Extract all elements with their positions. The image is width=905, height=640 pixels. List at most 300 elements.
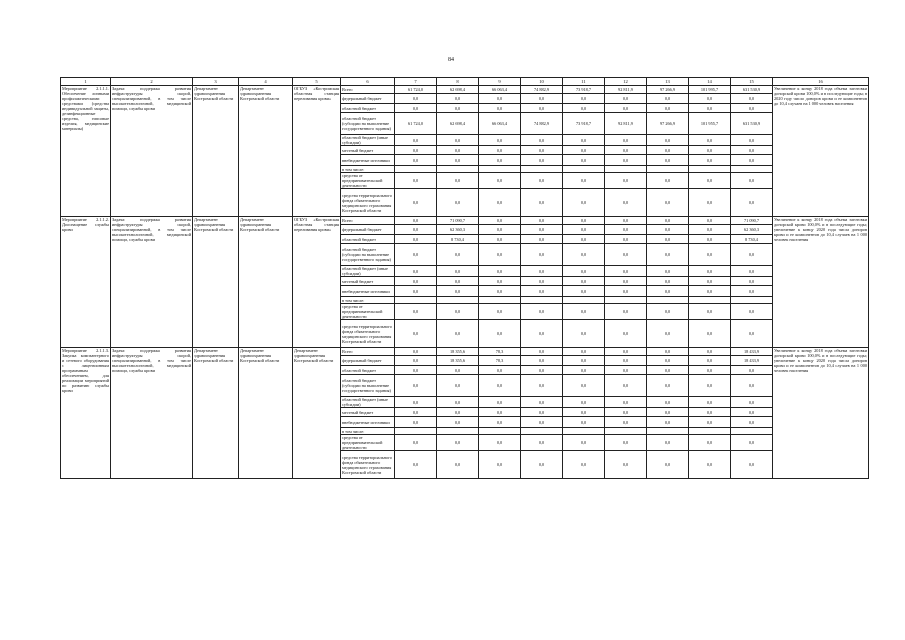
value-cell: 0,0 — [563, 266, 605, 277]
task-cell: Задача: поддержка развития инфраструктуры скорой, специализированной, в том числе высокотехнологичной, медицинской помощи, службы крови — [111, 86, 193, 217]
value-cell: 97 266,9 — [647, 86, 689, 94]
value-cell: 0,0 — [437, 266, 479, 277]
value-cell: 631 530,9 — [731, 113, 773, 135]
value-cell — [689, 166, 731, 173]
value-cell: 0,0 — [647, 286, 689, 297]
value-cell: 0,0 — [521, 266, 563, 277]
value-cell: 0,0 — [395, 155, 437, 166]
value-cell: 0,0 — [395, 397, 437, 408]
value-cell: 0,0 — [521, 104, 563, 113]
value-cell: 0,0 — [521, 348, 563, 356]
value-cell: 18 433,9 — [731, 356, 773, 366]
value-cell: 0,0 — [563, 155, 605, 166]
funding-source-cell: областной бюджет (субсидии на выполнение государственного задания) — [341, 244, 395, 266]
value-cell: 0,0 — [647, 375, 689, 397]
value-cell: 101 995,7 — [689, 86, 731, 94]
value-cell — [521, 428, 563, 435]
value-cell: 0,0 — [479, 225, 521, 235]
funding-source-cell: областной бюджет — [341, 235, 395, 244]
value-cell: 62 698,4 — [437, 86, 479, 94]
value-cell: 0,0 — [395, 451, 437, 479]
executor-cell: Департамент здравоохранения Костромской области — [193, 217, 239, 348]
value-cell: 0,0 — [521, 225, 563, 235]
value-cell: 0,0 — [647, 217, 689, 225]
value-cell: 0,0 — [689, 356, 731, 366]
value-cell: 0,0 — [437, 146, 479, 155]
funding-source-cell: Всего — [341, 348, 395, 356]
result-cell: Увеличение к концу 2018 года объема заготовки донорской крови 100,0% и в последующие годы; увеличение к концу 2020 года числа доноров крови и ее компонентов до 10,4 случаев на 1 000 человек населения — [773, 348, 869, 479]
value-cell: 0,0 — [563, 189, 605, 217]
value-cell: 0,0 — [689, 104, 731, 113]
value-cell: 0,0 — [689, 286, 731, 297]
funding-source-cell: внебюджетные источники — [341, 155, 395, 166]
value-cell: 0,0 — [395, 286, 437, 297]
value-cell: 0,0 — [521, 417, 563, 428]
value-cell: 0,0 — [437, 277, 479, 286]
value-cell — [605, 428, 647, 435]
value-cell: 74 882,9 — [521, 86, 563, 94]
value-cell: 0,0 — [605, 320, 647, 348]
value-cell: 0,0 — [437, 451, 479, 479]
value-cell: 92 811,9 — [605, 113, 647, 135]
header-cell: 6 — [341, 78, 395, 86]
funding-source-cell: в том числе: — [341, 166, 395, 173]
value-cell: 0,0 — [479, 173, 521, 189]
header-cell: 9 — [479, 78, 521, 86]
value-cell: 0,0 — [563, 320, 605, 348]
value-cell: 78,3 — [479, 356, 521, 366]
value-cell: 0,0 — [479, 397, 521, 408]
value-cell: 0,0 — [689, 235, 731, 244]
funding-source-cell: средства территориального фонда обязательного медицинского страхования Костромской области — [341, 451, 395, 479]
value-cell: 0,0 — [395, 356, 437, 366]
value-cell: 0,0 — [647, 135, 689, 146]
value-cell: 0,0 — [731, 266, 773, 277]
funding-source-cell: областной бюджет (иные субсидии) — [341, 266, 395, 277]
value-cell: 0,0 — [647, 244, 689, 266]
value-cell — [731, 428, 773, 435]
recipient-cell: Департамент здравоохранения Костромской области — [293, 348, 341, 479]
value-cell: 0,0 — [689, 135, 731, 146]
value-cell: 0,0 — [647, 417, 689, 428]
value-cell: 0,0 — [689, 94, 731, 104]
funding-source-cell: Всего — [341, 217, 395, 225]
value-cell: 0,0 — [689, 217, 731, 225]
value-cell: 0,0 — [563, 451, 605, 479]
value-cell: 0,0 — [605, 356, 647, 366]
value-cell: 0,0 — [437, 397, 479, 408]
value-cell: 0,0 — [437, 366, 479, 375]
value-cell — [479, 428, 521, 435]
value-cell: 0,0 — [563, 235, 605, 244]
value-cell: 0,0 — [563, 217, 605, 225]
value-cell: 0,0 — [731, 304, 773, 320]
funding-source-cell: местный бюджет — [341, 408, 395, 417]
value-cell: 0,0 — [479, 104, 521, 113]
value-cell: 66 063,4 — [479, 86, 521, 94]
value-cell: 0,0 — [731, 104, 773, 113]
value-cell: 0,0 — [395, 235, 437, 244]
funding-source-cell: внебюджетные источники — [341, 417, 395, 428]
value-cell: 0,0 — [647, 225, 689, 235]
value-cell: 74 882,9 — [521, 113, 563, 135]
value-cell: 0,0 — [563, 356, 605, 366]
value-cell: 0,0 — [479, 135, 521, 146]
value-cell: 0,0 — [563, 94, 605, 104]
value-cell — [605, 297, 647, 304]
value-cell: 0,0 — [563, 417, 605, 428]
value-cell: 0,0 — [647, 104, 689, 113]
value-cell — [563, 297, 605, 304]
funding-source-cell: федеральный бюджет — [341, 225, 395, 235]
value-cell: 0,0 — [521, 304, 563, 320]
value-cell: 0,0 — [647, 320, 689, 348]
value-cell — [563, 166, 605, 173]
value-cell: 0,0 — [521, 320, 563, 348]
value-cell: 0,0 — [689, 244, 731, 266]
value-cell: 18 355,6 — [437, 348, 479, 356]
value-cell: 0,0 — [605, 277, 647, 286]
value-cell: 0,0 — [647, 366, 689, 375]
header-cell: 2 — [111, 78, 193, 86]
value-cell: 0,0 — [437, 375, 479, 397]
header-cell: 12 — [605, 78, 647, 86]
value-cell: 0,0 — [395, 277, 437, 286]
value-cell: 0,0 — [479, 155, 521, 166]
value-cell: 0,0 — [647, 146, 689, 155]
value-cell: 0,0 — [395, 408, 437, 417]
coexecutor-cell: Департамент здравоохранения Костромской области — [239, 348, 293, 479]
value-cell: 0,0 — [731, 286, 773, 297]
value-cell: 0,0 — [563, 135, 605, 146]
value-cell: 0,0 — [563, 173, 605, 189]
value-cell: 0,0 — [521, 189, 563, 217]
value-cell: 0,0 — [689, 451, 731, 479]
value-cell — [647, 166, 689, 173]
task-cell: Задача: поддержка развития инфраструктуры скорой, специализированной, в том числе высокотехнологичной, медицинской помощи, службы крови — [111, 348, 193, 479]
value-cell: 97 266,9 — [647, 113, 689, 135]
value-cell: 0,0 — [605, 104, 647, 113]
header-cell: 10 — [521, 78, 563, 86]
value-cell: 0,0 — [563, 286, 605, 297]
value-cell: 0,0 — [689, 375, 731, 397]
value-cell: 0,0 — [605, 235, 647, 244]
value-cell: 0,0 — [479, 235, 521, 244]
value-cell: 0,0 — [479, 375, 521, 397]
value-cell: 0,0 — [437, 435, 479, 451]
value-cell: 0,0 — [605, 94, 647, 104]
header-row — [61, 78, 869, 86]
value-cell: 0,0 — [731, 451, 773, 479]
funding-source-cell: областной бюджет (иные субсидии) — [341, 135, 395, 146]
value-cell: 0,0 — [563, 408, 605, 417]
funding-source-cell: средства от предпринимательской деятельности — [341, 304, 395, 320]
value-cell: 0,0 — [563, 348, 605, 356]
value-cell: 0,0 — [395, 225, 437, 235]
value-cell: 78,3 — [479, 348, 521, 356]
value-cell: 0,0 — [479, 286, 521, 297]
task-cell: Задача: поддержка развития инфраструктуры скорой, специализированной, в том числе высокотехнологичной, медицинской помощи, службы крови — [111, 217, 193, 348]
value-cell: 0,0 — [689, 320, 731, 348]
funding-source-cell: областной бюджет — [341, 366, 395, 375]
value-cell: 0,0 — [521, 94, 563, 104]
value-cell: 0,0 — [647, 235, 689, 244]
value-cell — [647, 428, 689, 435]
value-cell: 92 811,9 — [605, 86, 647, 94]
value-cell: 0,0 — [521, 408, 563, 417]
value-cell: 0,0 — [647, 435, 689, 451]
value-cell: 0,0 — [689, 146, 731, 155]
value-cell: 18 433,9 — [731, 348, 773, 356]
value-cell — [731, 166, 773, 173]
value-cell — [647, 297, 689, 304]
value-cell: 0,0 — [437, 104, 479, 113]
activity-cell: Мероприятие 2.1.1.2. Дооснащение службы крови — [61, 217, 111, 348]
value-cell: 18 355,6 — [437, 356, 479, 366]
value-cell: 0,0 — [647, 356, 689, 366]
value-cell — [731, 297, 773, 304]
value-cell: 61 724,0 — [395, 113, 437, 135]
value-cell: 0,0 — [521, 217, 563, 225]
funding-source-cell: областной бюджет (иные субсидии) — [341, 397, 395, 408]
value-cell: 0,0 — [479, 304, 521, 320]
value-cell: 0,0 — [563, 375, 605, 397]
header-cell: 3 — [193, 78, 239, 86]
funding-source-cell: федеральный бюджет — [341, 356, 395, 366]
value-cell: 62 360,3 — [731, 225, 773, 235]
value-cell: 0,0 — [605, 397, 647, 408]
recipient-cell: ОГБУЗ «Костромская областная станция переливания крови» — [293, 86, 341, 217]
result-cell: Увеличение к концу 2018 года объема заготовки донорской крови 100,0% и в последующие годы; увеличение к концу 2020 года числа доноров крови и ее компонентов до 10,4 случаев на 1 000 человек населения — [773, 217, 869, 348]
value-cell: 0,0 — [479, 435, 521, 451]
executor-cell: Департамент здравоохранения Костромской области — [193, 86, 239, 217]
value-cell: 0,0 — [479, 366, 521, 375]
value-cell: 0,0 — [731, 417, 773, 428]
value-cell: 0,0 — [437, 244, 479, 266]
funding-source-cell: внебюджетные источники — [341, 286, 395, 297]
value-cell: 0,0 — [521, 146, 563, 155]
value-cell — [395, 428, 437, 435]
value-cell: 62 698,4 — [437, 113, 479, 135]
value-cell: 0,0 — [689, 189, 731, 217]
value-cell: 0,0 — [437, 94, 479, 104]
value-cell: 0,0 — [563, 366, 605, 375]
value-cell: 0,0 — [521, 135, 563, 146]
funding-source-cell: средства от предпринимательской деятельности — [341, 435, 395, 451]
value-cell: 0,0 — [395, 217, 437, 225]
value-cell — [395, 297, 437, 304]
value-cell: 0,0 — [437, 417, 479, 428]
value-cell: 0,0 — [395, 417, 437, 428]
value-cell: 0,0 — [479, 417, 521, 428]
value-cell: 0,0 — [605, 155, 647, 166]
value-cell — [437, 428, 479, 435]
value-cell: 0,0 — [647, 408, 689, 417]
value-cell: 0,0 — [479, 189, 521, 217]
value-cell: 0,0 — [605, 135, 647, 146]
value-cell — [479, 297, 521, 304]
value-cell: 0,0 — [437, 189, 479, 217]
value-cell: 0,0 — [395, 266, 437, 277]
value-cell: 0,0 — [731, 320, 773, 348]
value-cell: 0,0 — [395, 189, 437, 217]
value-cell: 0,0 — [605, 408, 647, 417]
value-cell: 0,0 — [479, 451, 521, 479]
value-cell: 0,0 — [563, 244, 605, 266]
value-cell — [521, 166, 563, 173]
funding-source-cell: местный бюджет — [341, 146, 395, 155]
result-cell: Увеличение к концу 2018 года объема заготовки донорской крови 100,0% и в последующие годы; в 2020 году число доноров крови и ее компонентов до 10,4 случаев на 1 000 человек населения — [773, 86, 869, 217]
header-cell: 1 — [61, 78, 111, 86]
value-cell: 0,0 — [395, 104, 437, 113]
value-cell: 0,0 — [605, 146, 647, 155]
value-cell: 0,0 — [479, 408, 521, 417]
value-cell: 0,0 — [605, 189, 647, 217]
value-cell: 0,0 — [605, 173, 647, 189]
funding-source-cell: средства от предпринимательской деятельности — [341, 173, 395, 189]
value-cell — [689, 428, 731, 435]
value-cell: 0,0 — [647, 451, 689, 479]
value-cell: 0,0 — [395, 366, 437, 375]
value-cell: 0,0 — [731, 435, 773, 451]
coexecutor-cell: Департамент здравоохранения Костромской области — [239, 86, 293, 217]
value-cell: 0,0 — [689, 397, 731, 408]
value-cell: 0,0 — [521, 435, 563, 451]
value-cell: 0,0 — [689, 277, 731, 286]
value-cell: 0,0 — [689, 155, 731, 166]
funding-source-cell: средства территориального фонда обязательного медицинского страхования Костромской области — [341, 189, 395, 217]
value-cell: 0,0 — [437, 155, 479, 166]
value-cell: 0,0 — [521, 451, 563, 479]
table-row — [61, 217, 869, 225]
value-cell: 0,0 — [731, 135, 773, 146]
value-cell: 0,0 — [605, 417, 647, 428]
value-cell: 0,0 — [563, 225, 605, 235]
value-cell: 0,0 — [395, 320, 437, 348]
value-cell — [437, 297, 479, 304]
value-cell: 0,0 — [689, 408, 731, 417]
value-cell: 0,0 — [605, 304, 647, 320]
value-cell: 0,0 — [731, 155, 773, 166]
value-cell: 0,0 — [647, 266, 689, 277]
funding-source-cell: местный бюджет — [341, 277, 395, 286]
value-cell: 73 918,7 — [563, 113, 605, 135]
funding-source-cell: средства территориального фонда обязательного медицинского страхования Костромской области — [341, 320, 395, 348]
header-cell: 13 — [647, 78, 689, 86]
header-cell: 5 — [293, 78, 341, 86]
value-cell: 71 090,7 — [437, 217, 479, 225]
value-cell: 0,0 — [689, 417, 731, 428]
value-cell: 0,0 — [563, 304, 605, 320]
value-cell: 0,0 — [479, 320, 521, 348]
value-cell: 0,0 — [647, 277, 689, 286]
value-cell: 0,0 — [605, 217, 647, 225]
value-cell: 0,0 — [647, 397, 689, 408]
value-cell: 0,0 — [647, 304, 689, 320]
funding-source-cell: в том числе: — [341, 428, 395, 435]
value-cell: 0,0 — [395, 375, 437, 397]
value-cell: 0,0 — [647, 348, 689, 356]
value-cell: 0,0 — [479, 94, 521, 104]
value-cell: 0,0 — [731, 146, 773, 155]
value-cell: 0,0 — [521, 356, 563, 366]
header-cell: 8 — [437, 78, 479, 86]
value-cell — [479, 166, 521, 173]
funding-source-cell: федеральный бюджет — [341, 94, 395, 104]
value-cell — [605, 166, 647, 173]
value-cell: 0,0 — [437, 135, 479, 146]
value-cell: 0,0 — [731, 94, 773, 104]
value-cell: 66 063,4 — [479, 113, 521, 135]
value-cell: 0,0 — [689, 435, 731, 451]
value-cell: 0,0 — [605, 435, 647, 451]
value-cell: 0,0 — [689, 173, 731, 189]
value-cell: 0,0 — [521, 286, 563, 297]
value-cell: 0,0 — [605, 348, 647, 356]
value-cell: 0,0 — [647, 94, 689, 104]
value-cell: 0,0 — [521, 235, 563, 244]
executor-cell: Департамент здравоохранения Костромской области — [193, 348, 239, 479]
header-cell: 14 — [689, 78, 731, 86]
value-cell: 0,0 — [689, 266, 731, 277]
value-cell: 0,0 — [395, 173, 437, 189]
value-cell: 0,0 — [395, 135, 437, 146]
value-cell — [521, 297, 563, 304]
value-cell: 0,0 — [437, 408, 479, 417]
value-cell: 0,0 — [521, 366, 563, 375]
coexecutor-cell: Департамент здравоохранения Костромской области — [239, 217, 293, 348]
value-cell: 0,0 — [479, 146, 521, 155]
value-cell: 0,0 — [563, 104, 605, 113]
value-cell: 0,0 — [605, 286, 647, 297]
value-cell: 0,0 — [563, 146, 605, 155]
funding-source-cell: Всего — [341, 86, 395, 94]
value-cell: 0,0 — [689, 304, 731, 320]
value-cell: 0,0 — [563, 435, 605, 451]
value-cell: 0,0 — [437, 286, 479, 297]
value-cell: 0,0 — [731, 397, 773, 408]
value-cell: 0,0 — [437, 304, 479, 320]
recipient-cell: ОГБУЗ «Костромская областная станция переливания крови» — [293, 217, 341, 348]
value-cell: 0,0 — [479, 217, 521, 225]
value-cell: 101 955,7 — [689, 113, 731, 135]
value-cell: 0,0 — [521, 244, 563, 266]
value-cell: 8 730,4 — [437, 235, 479, 244]
header-cell: 15 — [731, 78, 773, 86]
value-cell: 0,0 — [395, 94, 437, 104]
value-cell: 0,0 — [689, 366, 731, 375]
value-cell: 0,0 — [521, 375, 563, 397]
value-cell: 0,0 — [605, 225, 647, 235]
value-cell: 0,0 — [395, 146, 437, 155]
value-cell: 0,0 — [731, 366, 773, 375]
value-cell: 0,0 — [647, 155, 689, 166]
value-cell: 0,0 — [731, 277, 773, 286]
value-cell: 0,0 — [605, 244, 647, 266]
value-cell: 0,0 — [395, 348, 437, 356]
value-cell: 0,0 — [605, 366, 647, 375]
value-cell: 0,0 — [521, 277, 563, 286]
value-cell: 73 918,7 — [563, 86, 605, 94]
value-cell: 0,0 — [521, 155, 563, 166]
funding-source-cell: областной бюджет (субсидии на выполнение государственного задания) — [341, 375, 395, 397]
table-row — [61, 86, 869, 94]
value-cell: 0,0 — [689, 348, 731, 356]
value-cell — [563, 428, 605, 435]
value-cell — [689, 297, 731, 304]
value-cell: 0,0 — [521, 173, 563, 189]
program-activities-table — [60, 77, 869, 479]
